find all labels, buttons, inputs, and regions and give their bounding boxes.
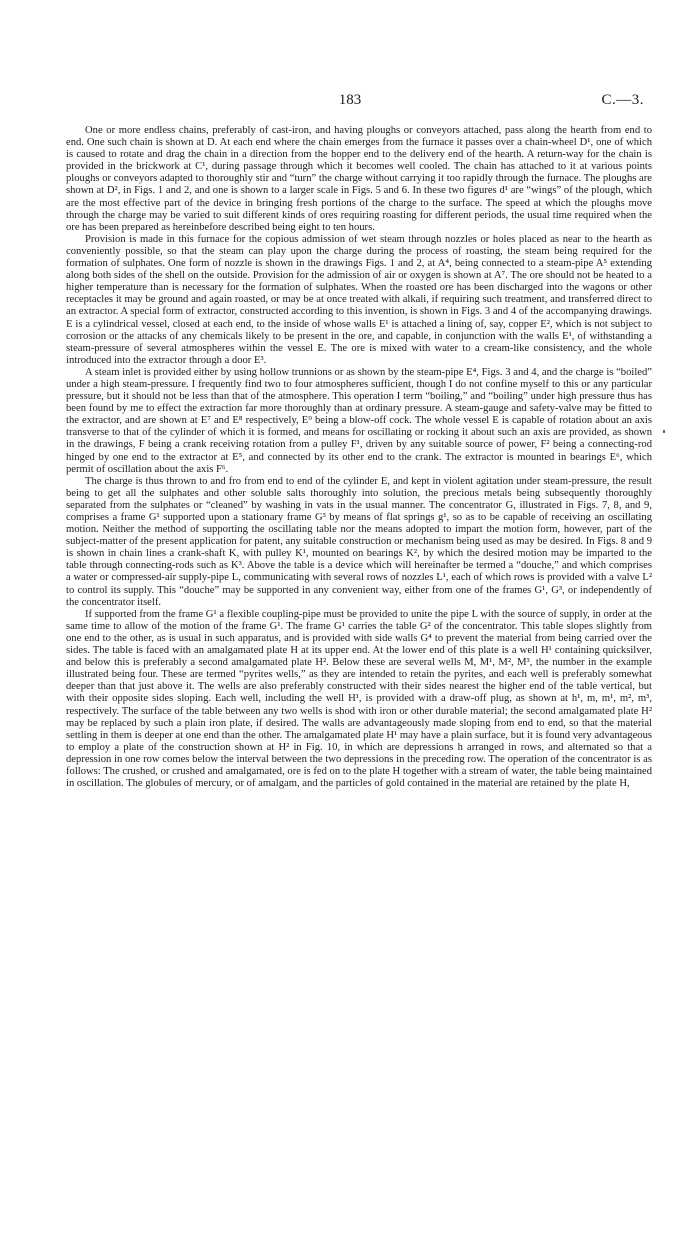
scan-speck [663,430,665,433]
paragraph: If supported from the frame G¹ a flexible coupling-pipe must be provided to unite the pipe L with the source of supply, in order at the same time to allow of the motion of the frame G¹. The frame G¹ carries the table G² of the concentrator. This table slopes slightly from one end to the other, as is usual in such apparatus, and is provided with side walls G⁴ to prevent the material from being carried over the sides. The table is faced with an amalgamated plate H at its upper end. At the lower end of this plate is a well H¹ containing quicksilver, and below this is preferably a second amalgamated plate H². Below these are several wells M, M¹, M², M³, the number in the example illustrated being four. These are termed “pyrites wells,” as they are intended to retain the pyrites, and each well is preferably somewhat deeper than that just above it. The wells are also preferably constructed with their sides nearest the higher end of the table vertical, but with their opposite sides sloping. Each well, including the well H¹, is provided with a draw-off plug, as shown at h¹, m, m¹, m², m³, respectively. The surface of the table between any two wells is shod with iron or other durable material; the second amalgamated plate H² may be replaced by such a plain iron plate, if desired. The walls are advantageously made sloping from end to end, so that the material settling in them is deeper at one end than the other. The amalgamated plate H¹ may have a plain surface, but it is found very advantageous to employ a plate of the construction shown at H² in Fig. 10, in which are depressions h arranged in rows, and alternated so that a depression in one row comes below the interval between the two depressions in the preceding row. The operation of the concentrator is as follows: The crushed, or crushed and amalgamated, ore is fed on to the plate H together with a stream of water, the table being maintained in oscillation. The globules of mercury, or of amalgam, and the particles of gold contained in the material are retained by the plate H, [66,608,652,790]
paragraph: One or more endless chains, preferably of cast-iron, and having ploughs or conveyors attached, pass along the hearth from end to end. One such chain is shown at D. At each end where the chain emerges from the furnace it passes over a chain-wheel D¹, one of which is caused to rotate and drag the chain in a direction from the hopper end to the delivery end of the hearth. A return-way for the chain is provided in the brickwork at C¹, during passage through which it becomes well cooled. The chain has attached to it at various points ploughs or conveyors adapted to thoroughly stir and “turn” the charge without carrying it too rapidly through the furnace. The ploughs are shown at D², in Figs. 1 and 2, and one is shown to a larger scale in Figs. 5 and 6. In these two figures d¹ are “wings” of the plough, which are the most effective part of the device in bringing fresh portions of the charge to the surface. The speed at which the ploughs move through the charge may be varied to suit different kinds of ores requiring roasting for different periods, the usual time required when the ore has been prepared as hereinbefore described being eight to ten hours. [66,125,652,233]
page-number: 183 [338,92,362,108]
document-reference: C.—3. [601,92,644,108]
body-text [66,125,652,790]
paragraph: A steam inlet is provided either by using hollow trunnions or as shown by the steam-pipe E⁴, Figs. 3 and 4, and the charge is “boiled” under a high steam-pressure. I frequently find two to four atmospheres sufficient, though I do not confine myself to this or any particular pressure, but it should not be less than that of the atmosphere. This operation I term “boiling,” and “boiling” under high pressure thus has been found by me to effect the extraction far more thoroughly than at ordinary pressure. A steam-gauge and safety-valve may be fitted to the extractor, and are shown at E⁷ and E⁸ respectively, E⁹ being a blow-off cock. The whole vessel E is capable of rotation about an axis transverse to that of the cylinder of which it is formed, and means for oscillating or rocking it about such an axis are provided, as shown in the drawings, F being a crank receiving rotation from a pulley F¹, driven by any suitable source of power, F² being a connecting-rod hinged by one end to the extractor at E⁵, and connected by its other end to the crank. The extractor is mounted in bearings E⁶, which permit of oscillation about the axis F⁶. [66,366,652,475]
paragraph: Provision is made in this furnace for the copious admission of wet steam through nozzles or holes placed as near to the hearth as conveniently possible, so that the steam can play upon the charge during the process of roasting, the steam being required for the formation of sulphates. One form of nozzle is shown in the drawings Figs. 1 and 2, at A⁴, being connected to a steam-pipe A⁵ extending along both sides of the shell on the outside. Provision for the admission of air or oxygen is shown at A⁷. The ore should not be heated to a higher temperature than is necessary for the formation of sulphates. When the roasted ore has been discharged into the wagons or other receptacles it may be ground and again roasted, or may be at once treated with alkali, if requiring such treatment, and transferred direct to an extractor. A special form of extractor, constructed according to this invention, is shown in Figs. 3 and 4 of the accompanying drawings. E is a cylindrical vessel, closed at each end, to the inside of whose walls E¹ is attached a lining of, say, copper E², which is not subject to corrosion or the attacks of any chemicals likely to be present in the ore, and capable, in conjunction with the walls E¹, of withstanding a steam-pressure of several atmospheres within the vessel E. The ore is mixed with water to a cream-like consistency, and the whole introduced into the extractor through a door E³. [66,233,652,366]
paragraph: The charge is thus thrown to and fro from end to end of the cylinder E, and kept in violent agitation under steam-pressure, the result being to get all the sulphates and other soluble salts thoroughly into solution, the precious metals being subsequently thoroughly separated from the sulphates or “cleaned” by washing in vats in the usual manner. The concentrator G, illustrated in Figs. 7, 8, and 9, comprises a frame G¹ supported upon a stationary frame G³ by means of flat springs g¹, so as to be capable of receiving an oscillating motion. Neither the method of supporting the oscillating table nor the means adopted to impart the motion form, however, part of the subject-matter of the present application for patent, any suitable construction or mechanism being used as may be desired. In Figs. 8 and 9 is shown in chain lines a crank-shaft K, with pulley K¹, mounted on bearings K², by which the desired motion may be imparted to the table through connecting-rods such as K³. Above the table is a device which will hereinafter be termed a “douche,” and which comprises a water or compressed-air supply-pipe L, communicating with several rows of nozzles L¹, each of which rows is provided with a valve L² to control its supply. This “douche” may be supported in any convenient way, either from one of the frames G¹, G³, or independently of the concentrator itself. [66,475,652,608]
